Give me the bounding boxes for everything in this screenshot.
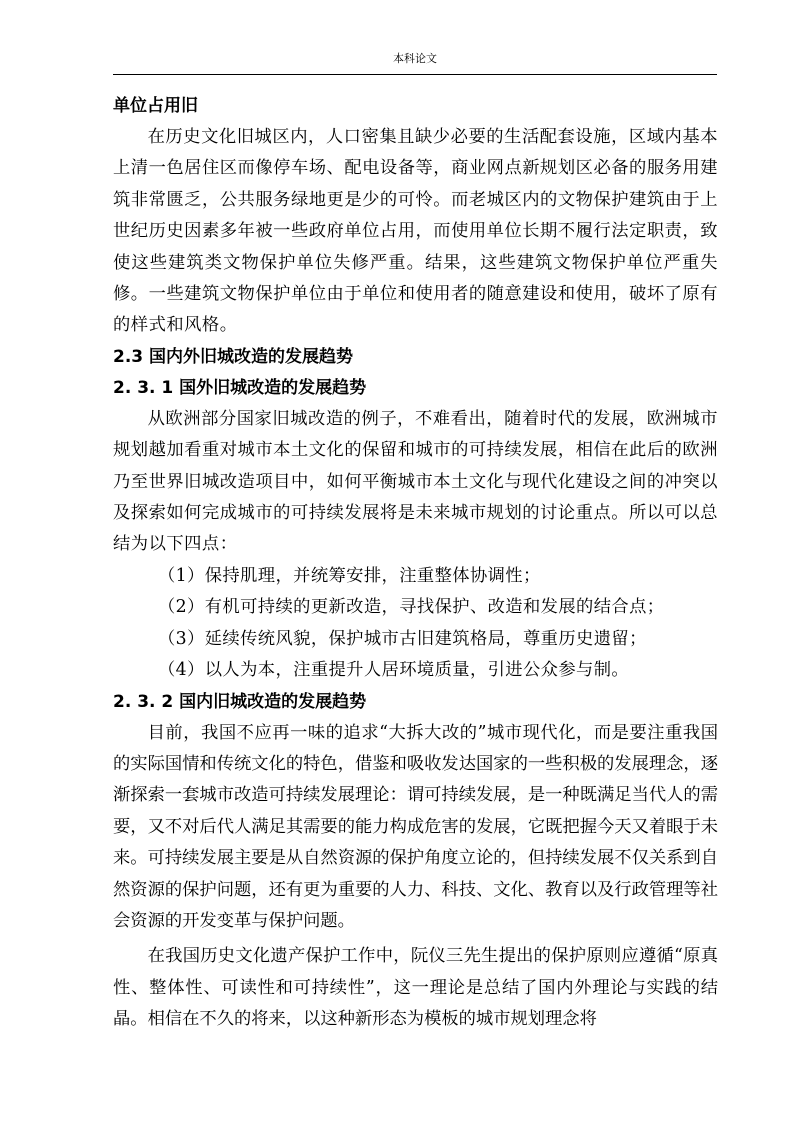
list-item: （2）有机可持续的更新改造，寻找保护、改造和发展的结合点；: [157, 597, 665, 618]
paragraph-old-town-conditions: 在历史文化旧城区内，人口密集且缺少必要的生活配套设施，区域内基本上清一色居住区而像停车场、配电设备等，商业网点新规划区必备的服务用建筑非常匮乏，公共服务绿地更是少的可怜。而老城区内的文物保护建筑由于上世纪历史因素多年被一些政府单位占用，而使用单位长期不履行法定职责，致使这些建筑类文物保护单位失修严重。结果，这些建筑文物保护单位严重失修。一些建筑文物保护单位由于单位和使用者的随意建设和使用，破坏了原有的样式和风格。: [113, 127, 718, 336]
list-item: （1）保持肌理，并统筹安排，注重整体协调性；: [157, 565, 541, 586]
list-item: （4）以人为本，注重提升人居环境质量，引进公众参与制。: [157, 660, 630, 681]
document-body: [113, 91, 718, 1036]
header-title: 本科论文: [393, 52, 437, 65]
list-item: （3）延续传统风貌，保护城市古旧建筑格局，尊重历史遗留；: [157, 628, 647, 649]
subheading-unit-occupation: 单位占用旧: [113, 96, 198, 116]
trend-list: [113, 561, 718, 687]
section-heading-2-3-2: 2. 3. 2 国内旧城改造的发展趋势: [113, 691, 367, 712]
page-header: [113, 52, 717, 75]
paragraph-domestic-trends: 目前，我国不应再一味的追求“大拆大改的”城市现代化，而是要注重我国的实际国情和传统文化的特色，借鉴和吸收发达国家的一些积极的发展理念，逐渐探索一套城市改造可持续发展理论：谓可持续发展，是一种既满足当代人的需要，又不对后代人满足其需要的能力构成危害的发展，它既把握今天又着眼于未来。可持续发展主要是从自然资源的保护角度立论的，但持续发展不仅关系到自然资源的保护问题，还有更为重要的人力、科技、文化、教育以及行政管理等社会资源的开发变革与保护问题。: [113, 722, 718, 931]
paragraph-heritage-principles: 在我国历史文化遗产保护工作中，阮仪三先生提出的保护原则应遵循“原真性、整体性、可读性和可持续性”，这一理论是总结了国内外理论与实践的结晶。相信在不久的将来，以这种新形态为模板的城市规划理念将: [113, 946, 718, 1030]
section-heading-2-3: 2.3 国内外旧城改造的发展趋势: [113, 346, 354, 367]
paragraph-foreign-trends: 从欧洲部分国家旧城改造的例子，不难看出，随着时代的发展，欧洲城市规划越加看重对城市本土文化的保留和城市的可持续发展，相信在此后的欧洲乃至世界旧城改造项目中，如何平衡城市本土文化与现代化建设之间的冲突以及探索如何完成城市的可持续发展将是未来城市规划的讨论重点。所以可以总结为以下四点：: [113, 408, 718, 555]
section-heading-2-3-1: 2. 3. 1 国外旧城改造的发展趋势: [113, 377, 367, 398]
